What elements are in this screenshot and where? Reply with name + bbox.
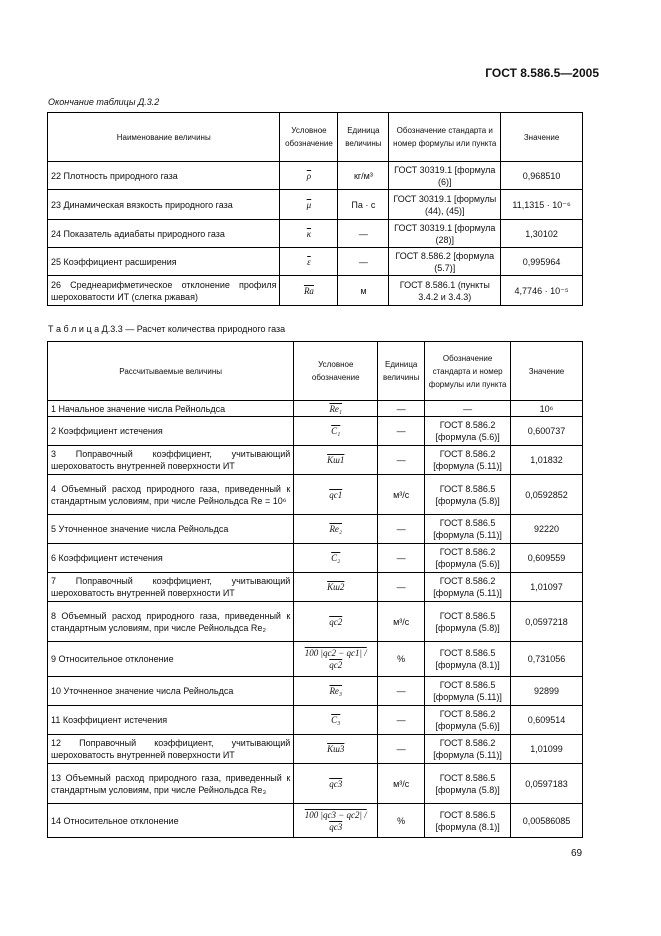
row-ref: ГОСТ 8.586.5 [формула (5.8)] [435, 483, 500, 506]
row-name: 23 Динамическая вязкость природного газа [51, 199, 233, 210]
row-unit: % [397, 654, 406, 664]
row-ref: — [463, 403, 473, 414]
row-unit: — [358, 256, 368, 267]
row-unit: — [396, 455, 406, 465]
table1-caption: Окончание таблицы Д.3.2 [48, 97, 160, 107]
row-value: 11,1315 · 10⁻⁶ [512, 199, 571, 210]
row-ref: ГОСТ 8.586.5 [формула (8.1)] [435, 648, 500, 670]
row-ref: ГОСТ 8.586.2 [формула (5.6)] [435, 709, 500, 731]
header-name: Рассчитываемые величины [48, 342, 294, 401]
row-ref: ГОСТ 8.586.5 [формула (5.11)] [433, 518, 502, 540]
header-unit: Единица величины [338, 113, 389, 162]
row-ref: ГОСТ 8.586.2 [формула (5.7)] [395, 250, 495, 273]
row-unit: м³/с [393, 616, 410, 627]
row-unit: м³/с [393, 489, 410, 500]
row-value: 0,0592852 [525, 489, 568, 500]
row-name: 3 Поправочный коэффициент, учитывающий шероховатость внутренней поверхности ИТ [51, 449, 291, 471]
row-ref: ГОСТ 8.586.5 [формула (5.8)] [435, 610, 500, 633]
row-ref: ГОСТ 30319.1 [формула (6)] [394, 164, 496, 187]
table-row [48, 677, 583, 706]
table-row [48, 276, 583, 306]
row-name: 25 Коэффициент расширения [51, 256, 177, 267]
row-value: 1,01832 [530, 455, 563, 465]
row-symbol: qc2 [329, 616, 343, 627]
row-symbol: C₁ [331, 426, 341, 436]
row-value: 1,01097 [530, 582, 563, 592]
row-value: 4,7746 · 10⁻⁵ [514, 285, 569, 296]
row-value: 0,609559 [527, 553, 566, 563]
table-row [48, 190, 583, 220]
row-symbol: Kш1 [327, 455, 345, 465]
row-unit: кг/м³ [353, 170, 373, 181]
row-name: 24 Показатель адиабаты природного газа [51, 228, 225, 239]
row-unit: % [397, 815, 406, 826]
row-value: 92220 [534, 524, 560, 534]
row-value: 92899 [534, 686, 560, 696]
row-value: 0,0597218 [525, 616, 568, 627]
table-row [48, 446, 583, 475]
row-name: 9 Относительное отклонение [51, 654, 174, 664]
row-ref: ГОСТ 8.586.2 [формула (5.6)] [435, 547, 500, 569]
table-row [48, 642, 583, 677]
header-symbol: Условное обозначение [294, 342, 378, 401]
table-row [48, 573, 583, 602]
row-symbol: $\overline{Ra}$ [303, 285, 314, 296]
row-name: 14 Относительное отклонение [51, 815, 179, 826]
table-row [48, 735, 583, 764]
table-row [48, 764, 583, 804]
row-ref: ГОСТ 8.586.2 [формула (5.11)] [433, 576, 502, 598]
row-unit: Па · с [351, 199, 376, 210]
header-value: Значение [501, 113, 583, 162]
row-name: 1 Начальное значение числа Рейнольдса [51, 403, 226, 414]
header-unit: Единица величины [378, 342, 425, 401]
header-name: Наименование величины [48, 113, 280, 162]
table2-caption: Т а б л и ц а Д.3.3 — Расчет количества природного газа [48, 324, 286, 334]
row-symbol: $\overline{\mu}$ [306, 199, 312, 210]
row-ref: ГОСТ 30319.1 [формула (28)] [394, 222, 496, 245]
row-value: 0,609514 [527, 715, 566, 725]
row-value: 1,01099 [530, 744, 563, 754]
row-unit: м³/с [393, 778, 410, 789]
row-unit: — [396, 686, 406, 696]
row-name: 26 Среднеарифметическое отклонение профиля шероховатости ИТ (слегка ржавая) [51, 279, 277, 302]
row-ref: ГОСТ 8.586.2 [формула (5.11)] [433, 738, 502, 760]
header-ref: Обозначение стандарта и номер формулы или пункта [425, 342, 511, 401]
row-symbol: Kш3 [327, 744, 345, 754]
row-ref: ГОСТ 8.586.1 (пункты 3.4.2 и 3.4.3) [399, 279, 490, 302]
table2 [47, 341, 583, 838]
row-ref: ГОСТ 8.586.2 [формула (5.11)] [433, 449, 502, 471]
row-name: 11 Коэффициент истечения [51, 715, 168, 725]
row-unit: м [360, 285, 367, 296]
table-row [48, 706, 583, 735]
row-unit: — [396, 553, 406, 563]
row-name: 2 Коэффициент истечения [51, 426, 163, 436]
row-name: 6 Коэффициент истечения [51, 553, 163, 563]
row-unit: — [396, 744, 406, 754]
row-value: 10⁶ [539, 403, 554, 414]
table-row [48, 544, 583, 573]
row-unit: — [396, 426, 406, 436]
row-symbol: qc3 [329, 778, 343, 789]
row-name: 10 Уточненное значение числа Рейнольдса [51, 686, 234, 696]
row-name: 4 Объемный расход природного газа, приведенный к стандартным условиям, при числе Рейнольдса Re = 10⁶ [51, 483, 291, 506]
row-name: 8 Объемный расход природного газа, приведенный к стандартным условиям, при числе Рейнольдса Re₂ [51, 610, 291, 633]
row-symbol: Re₃ [329, 686, 343, 696]
row-unit: — [396, 715, 406, 725]
row-unit: — [396, 582, 406, 592]
row-symbol: C₃ [331, 715, 341, 725]
table-row [48, 804, 583, 838]
row-symbol: $\overline{\varepsilon}$ [307, 256, 311, 267]
header-symbol: Условное обозначение [280, 113, 338, 162]
row-name: 13 Объемный расход природного газа, приведенный к стандартным условиям, при числе Рейнольдса Re₃ [51, 772, 291, 795]
row-value: 0,731056 [527, 654, 566, 664]
row-symbol: Re₁ [329, 403, 343, 414]
row-name: 5 Уточненное значение числа Рейнольдса [51, 524, 229, 534]
row-unit: — [358, 228, 368, 239]
header-ref: Обозначение стандарта и номер формулы или пункта [389, 113, 501, 162]
row-symbol: Re₂ [329, 524, 343, 534]
row-value: 0,0597183 [525, 778, 568, 789]
row-ref: ГОСТ 8.586.5 [формула (5.11)] [433, 680, 502, 702]
row-symbol: 100 |qc3 − qc2| / qc3 [304, 809, 367, 832]
row-ref: ГОСТ 8.586.5 [формула (5.8)] [435, 772, 500, 795]
row-symbol: $\overline{\rho}$ [306, 170, 312, 181]
table-row [48, 248, 583, 276]
table-row [48, 162, 583, 190]
row-value: 0,995964 [522, 256, 561, 267]
row-name: 22 Плотность природного газа [51, 170, 178, 181]
header-value: Значение [511, 342, 583, 401]
row-unit: — [396, 403, 406, 414]
page-number: 69 [571, 848, 583, 859]
table-row [48, 515, 583, 544]
row-symbol: 100 |qc2 − qc1| / qc2 [304, 648, 367, 670]
row-value: 0,968510 [522, 170, 561, 181]
row-value: 0,00586085 [522, 815, 571, 826]
document-code: ГОСТ 8.586.5—2005 [485, 66, 599, 80]
row-ref: ГОСТ 8.586.5 [формула (8.1)] [435, 809, 500, 832]
row-ref: ГОСТ 8.586.2 [формула (5.6)] [435, 420, 500, 442]
table-row [48, 401, 583, 417]
row-symbol: C₂ [331, 553, 341, 563]
row-ref: ГОСТ 30319.1 [формулы (44), (45)] [393, 193, 497, 216]
table-row [48, 602, 583, 642]
row-symbol: Kш2 [327, 582, 345, 592]
row-symbol: $\overline{\kappa}$ [306, 228, 312, 239]
table1 [47, 112, 583, 306]
row-name: 12 Поправочный коэффициент, учитывающий шероховатость внутренней поверхности ИТ [51, 738, 291, 760]
row-value: 0,600737 [527, 426, 566, 436]
row-unit: — [396, 524, 406, 534]
table-row [48, 220, 583, 248]
row-symbol: qc1 [329, 489, 343, 500]
table-row [48, 417, 583, 446]
row-name: 7 Поправочный коэффициент, учитывающий шероховатость внутренней поверхности ИТ [51, 576, 291, 598]
row-value: 1,30102 [525, 228, 558, 239]
table-row [48, 475, 583, 515]
